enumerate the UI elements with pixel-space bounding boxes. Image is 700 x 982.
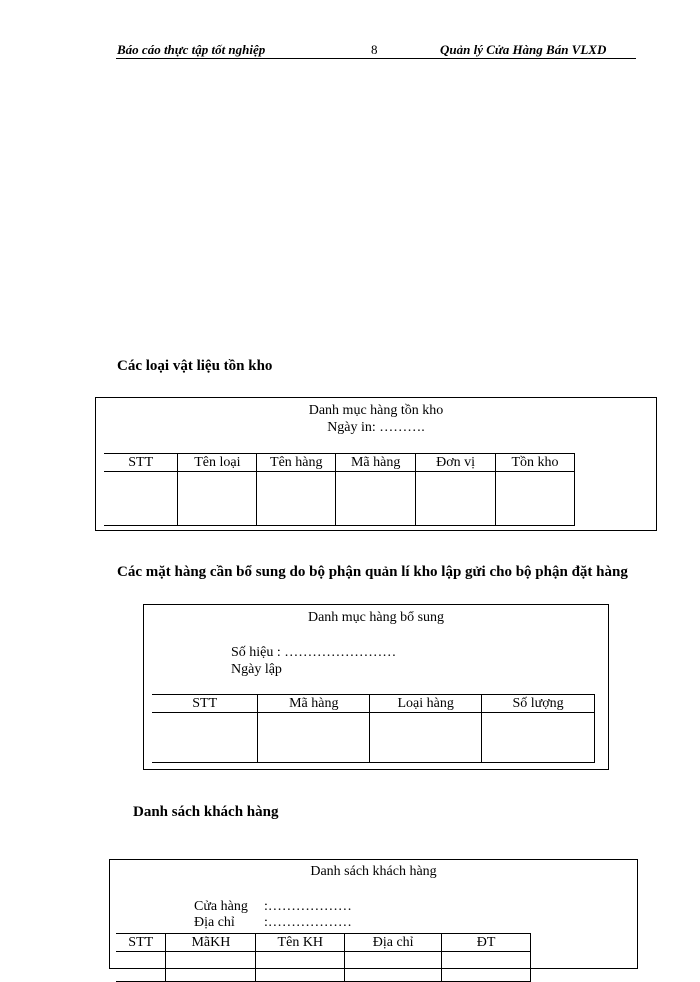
section2-heading: Các mặt hàng cần bổ sung do bộ phận quản lí kho lập gửi cho bộ phận đặt hàng (117, 564, 628, 580)
col-stt: STT (104, 454, 178, 472)
table-cell (336, 472, 416, 526)
customer-address-value: :……………… (264, 915, 352, 930)
table-header-row (104, 454, 575, 472)
col-ten-kh: Tên KH (256, 934, 345, 952)
customer-store-label: Cửa hàng (194, 899, 248, 914)
customer-table (116, 933, 531, 982)
inventory-table (104, 453, 575, 526)
table-cell (416, 472, 496, 526)
table-cell (258, 713, 370, 763)
table-header-row (116, 934, 531, 952)
restock-table (152, 694, 595, 763)
restock-so-hieu: Số hiệu : …………………… (231, 645, 397, 660)
table-cell (116, 952, 166, 982)
table-cell (152, 713, 258, 763)
header-project-title: Quản lý Cửa Hàng Bán VLXD (440, 42, 607, 57)
page-number: 8 (371, 42, 378, 57)
col-so-luong: Số lượng (482, 695, 595, 713)
table-cell (482, 713, 595, 763)
col-ma-hang: Mã hàng (336, 454, 416, 472)
header-rule (116, 58, 636, 59)
customer-form (109, 859, 638, 969)
table-cell (370, 713, 482, 763)
col-ten-hang: Tên hàng (257, 454, 336, 472)
table-cell (496, 472, 575, 526)
col-ma-hang: Mã hàng (258, 695, 370, 713)
col-stt: STT (116, 934, 166, 952)
table-row (116, 952, 531, 982)
col-dia-chi: Địa chỉ (345, 934, 442, 952)
section3-heading: Danh sách khách hàng (133, 804, 279, 820)
table-row (152, 713, 595, 763)
table-cell (166, 952, 256, 982)
restock-ngay-lap: Ngày lập (231, 662, 282, 677)
header-report-title: Báo cáo thực tập tốt nghiệp (117, 42, 266, 57)
col-don-vi: Đơn vị (416, 454, 496, 472)
inventory-form-title: Danh mục hàng tồn kho (308, 403, 444, 418)
col-ma-kh: MãKH (166, 934, 256, 952)
table-cell (257, 472, 336, 526)
table-cell (104, 472, 178, 526)
col-ton-kho: Tồn kho (496, 454, 575, 472)
col-loai-hang: Loại hàng (370, 695, 482, 713)
customer-store-value: :……………… (264, 899, 352, 914)
section1-heading: Các loại vật liệu tồn kho (117, 358, 273, 374)
customer-form-title: Danh sách khách hàng (310, 864, 437, 879)
table-cell (442, 952, 531, 982)
restock-form-title: Danh mục hàng bổ sung (307, 610, 445, 625)
col-ten-loai: Tên loại (178, 454, 257, 472)
col-dt: ĐT (442, 934, 531, 952)
table-row (104, 472, 575, 526)
inventory-print-date: Ngày in: ………. (327, 420, 425, 435)
col-stt: STT (152, 695, 258, 713)
customer-address-label: Địa chỉ (194, 915, 235, 930)
inventory-form (95, 397, 657, 531)
table-cell (345, 952, 442, 982)
table-cell (178, 472, 257, 526)
table-header-row (152, 695, 595, 713)
restock-form (143, 604, 609, 770)
table-cell (256, 952, 345, 982)
